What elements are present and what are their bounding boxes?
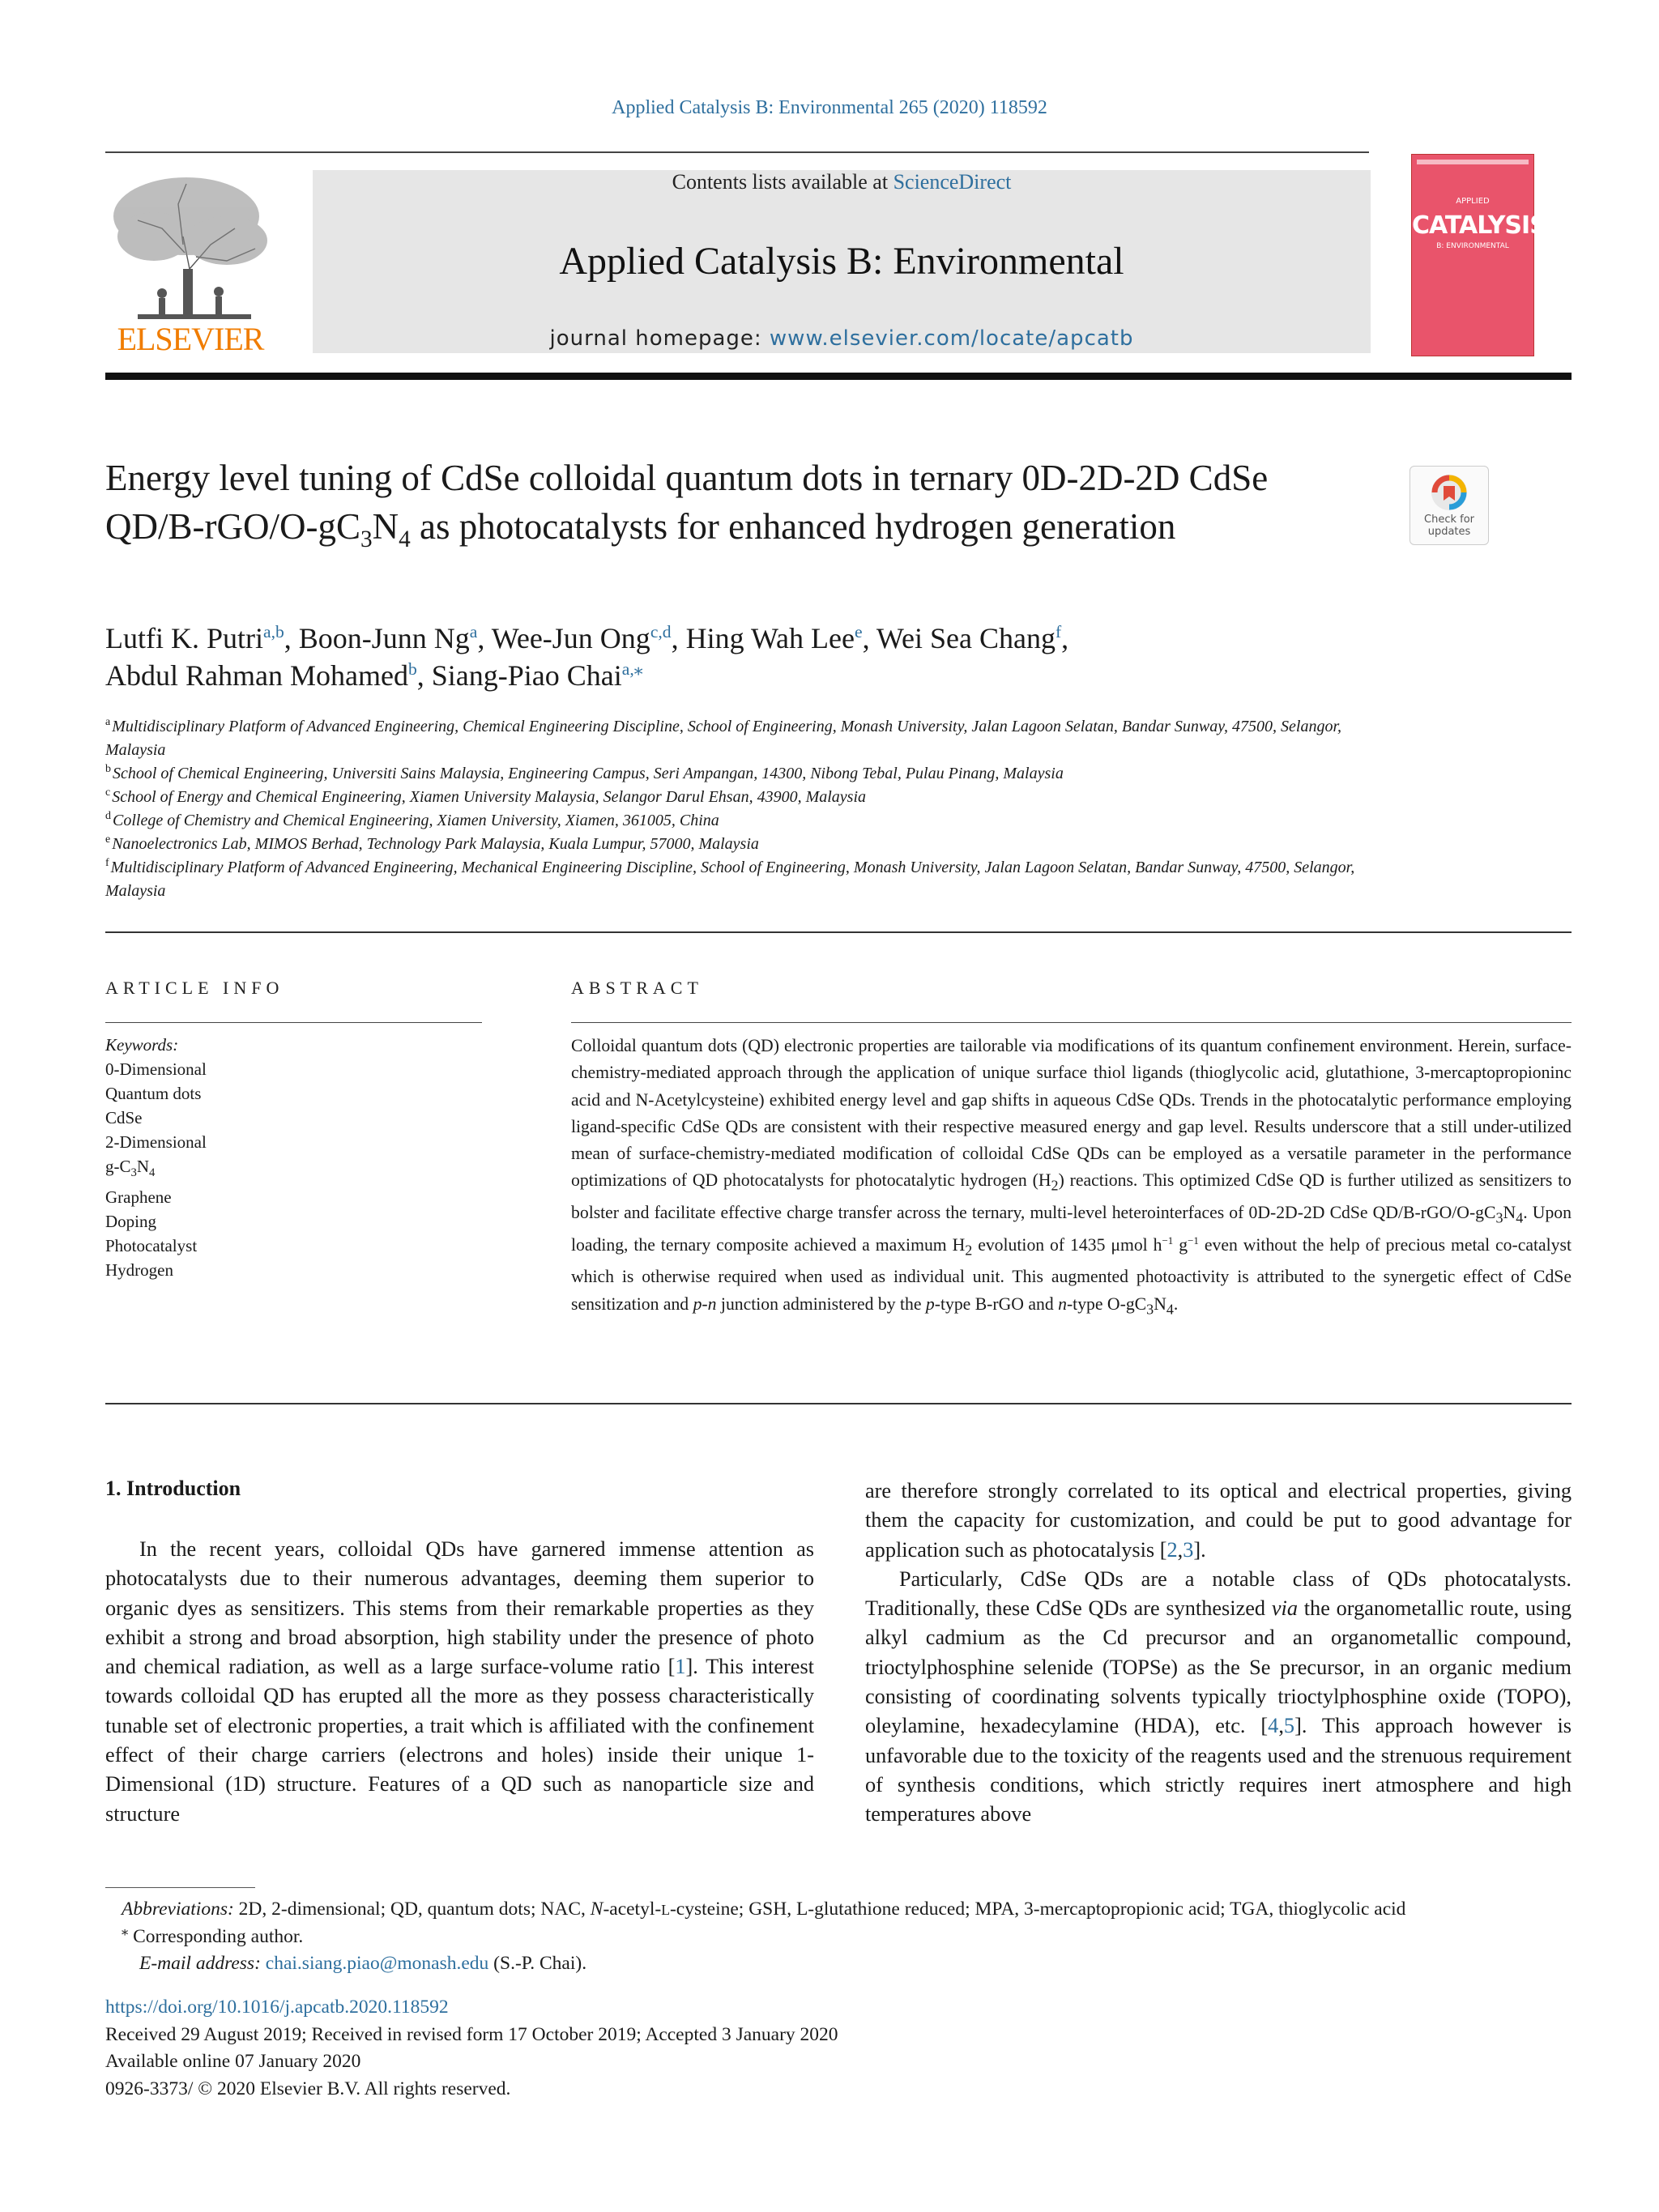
author-affiliation-mark[interactable]: a,⁎	[621, 659, 643, 679]
body-column-right	[865, 1477, 1572, 1830]
author-separator: ,	[416, 659, 432, 692]
section-divider	[105, 1403, 1572, 1404]
footnote-text: -cysteine; GSH, L-glutathione reduced; MPA, 3-mercaptopropionic acid; TGA, thioglycolic acid	[669, 1899, 1406, 1920]
abstract-segment: ) reactions. This optimized CdSe QD is further utilized as sensitizers to bolster and facilitate effective charge transfer across the ternary, multi-level heterointerfaces of 0D-2D-2D CdSe QD/B-rGO/O-gC	[571, 1170, 1572, 1223]
affiliation-item	[105, 786, 1369, 809]
reference-link[interactable]: 4	[1268, 1714, 1279, 1738]
author-separator: ,	[477, 622, 492, 654]
body-column-left	[105, 1535, 814, 1829]
title-text: as photocatalysts for enhanced hydrogen generation	[410, 506, 1176, 547]
affiliation-text: School of Energy and Chemical Engineering, Xiamen University Malaysia, Selangor Darul Ehsan, 43900, Malaysia	[112, 788, 867, 806]
homepage-link[interactable]: www.elsevier.com/locate/apcatb	[769, 326, 1134, 351]
homepage-prefix: journal homepage:	[549, 326, 770, 351]
title-text: N	[372, 506, 399, 547]
author-affiliation-mark[interactable]: f	[1055, 622, 1062, 641]
abstract-segment: -type O-gC	[1066, 1294, 1147, 1314]
reference-link[interactable]: 5	[1283, 1714, 1295, 1738]
publication-info	[105, 1994, 1320, 2103]
author-name[interactable]: Wei Sea Chang	[876, 622, 1056, 654]
author-affiliation-mark[interactable]: c,d	[650, 622, 672, 641]
abstract-subscript: 2	[965, 1242, 973, 1259]
header-divider	[105, 151, 1369, 153]
affiliation-mark: f	[105, 857, 109, 870]
affiliation-text: Multidisciplinary Platform of Advanced Engineering, Mechanical Engineering Discipline, School of Engineering, Monash University, Jalan Lagoon Selatan, Bandar Sunway, 47500, Selangor, Malaysia	[105, 859, 1355, 900]
contents-line	[313, 170, 1371, 194]
abstract-italic: p-n	[693, 1294, 717, 1314]
author-name[interactable]: Abdul Rahman Mohamed	[105, 659, 408, 692]
abstract-text	[571, 1033, 1572, 1323]
journal-cover-thumbnail[interactable]	[1411, 154, 1546, 356]
author-separator: ,	[284, 622, 299, 654]
abstract-italic: p	[925, 1294, 935, 1314]
abstract-segment: -type B-rGO and	[934, 1294, 1059, 1314]
email-link[interactable]: chai.siang.piao@monash.edu	[265, 1953, 489, 1974]
author-separator: ,	[862, 622, 876, 654]
email-footnote	[122, 1950, 1572, 1977]
journal-banner	[313, 170, 1371, 353]
contents-prefix: Contents lists available at	[672, 170, 893, 194]
affiliation-item	[105, 762, 1369, 786]
keyword-item: Hydrogen	[105, 1260, 173, 1281]
article-info-rule	[105, 1022, 482, 1023]
abstract-segment: even without the help of precious metal co-catalyst which is otherwise required when used as individual unit. This augmented photoactivity is attributed to the synergetic effect of CdSe sensitization and	[571, 1234, 1572, 1314]
author-separator: ,	[1061, 622, 1069, 654]
tree-logo-icon	[105, 172, 275, 322]
check-updates-label: Check for updates	[1424, 514, 1474, 538]
journal-title: Applied Catalysis B: Environmental	[559, 240, 1124, 283]
footnote-text: 2D, 2-dimensional; QD, quantum dots; NAC,	[233, 1899, 591, 1920]
keywords-title: Keywords:	[105, 1035, 179, 1055]
affiliation-item	[105, 715, 1369, 762]
keyword-item: 0-Dimensional	[105, 1059, 207, 1079]
reference-separator: ,	[1278, 1714, 1284, 1738]
journal-citation[interactable]: Applied Catalysis B: Environmental 265 (2020) 118592	[612, 97, 1047, 118]
elsevier-logo[interactable]	[105, 172, 275, 358]
received-dates: Received 29 August 2019; Received in revised form 17 October 2019; Accepted 3 January 2020	[105, 2023, 838, 2045]
abstract-superscript: −1	[1188, 1234, 1199, 1247]
author-affiliation-mark[interactable]: a	[469, 622, 478, 641]
abstract-subscript: 3	[1146, 1300, 1154, 1317]
abbreviations-label: Abbreviations:	[122, 1899, 234, 1920]
abstract-segment: N	[1154, 1294, 1166, 1314]
affiliation-item	[105, 833, 1369, 856]
abstract-segment: .	[1173, 1294, 1179, 1314]
author-affiliation-mark[interactable]: e	[854, 622, 863, 641]
header-thick-rule	[105, 373, 1572, 380]
cover-top-strip	[1417, 160, 1529, 164]
author-name[interactable]: Hing Wah Lee	[685, 622, 855, 654]
keyword-item: Doping	[105, 1212, 156, 1232]
body-paragraph	[865, 1565, 1572, 1830]
abstract-superscript: −1	[1162, 1234, 1174, 1247]
abstract-subscript: 2	[1051, 1177, 1059, 1194]
reference-separator: ,	[1177, 1537, 1183, 1562]
author-name[interactable]: Siang-Piao Chai	[431, 659, 622, 692]
keyword-item	[105, 1154, 462, 1185]
paragraph-italic: via	[1271, 1596, 1298, 1621]
reference-link[interactable]: 1	[675, 1655, 686, 1679]
affiliation-mark: d	[105, 810, 111, 823]
abstract-segment: junction administered by the	[716, 1294, 926, 1314]
paragraph-text: the organometallic route, using alkyl cadmium as the Cd precursor and an organometallic compound, trioctylphosphine selenide (TOPSe) as the Se precursor, in an organic medium consisting of coordinating solvents typically trioctylphosphine oxide (TOPO), oleylamine, hexadecylamine (HDA), etc. [	[865, 1596, 1572, 1738]
email-label: E-mail address:	[139, 1953, 261, 1974]
abstract-segment: g	[1173, 1234, 1188, 1255]
cover-subtitle: B: ENVIRONMENTAL	[1436, 242, 1509, 250]
abstract-segment: evolution of 1435 μmol h	[972, 1234, 1162, 1255]
abbreviations-footnote	[122, 1896, 1572, 1924]
affiliation-text: College of Chemistry and Chemical Engineering, Xiamen University, Xiamen, 361005, China	[113, 812, 719, 829]
footnotes	[122, 1896, 1572, 1977]
check-for-updates-button[interactable]	[1410, 466, 1489, 545]
body-paragraph	[105, 1535, 814, 1829]
footnote-smallcaps: L	[661, 1902, 670, 1918]
article-title	[105, 454, 1369, 564]
elsevier-wordmark: ELSEVIER	[117, 321, 264, 357]
keyword-item: Quantum dots	[105, 1084, 202, 1103]
abstract-segment: . Upon loading, the ternary composite achieved a maximum H	[571, 1203, 1572, 1255]
affiliation-mark: e	[105, 833, 111, 846]
copyright-line: 0926-3373/ © 2020 Elsevier B.V. All rights reserved.	[105, 2078, 511, 2099]
corresponding-author-footnote	[122, 1924, 1572, 1950]
paragraph-text: ].	[1193, 1537, 1206, 1562]
paragraph-text: In the recent years, colloidal QDs have garnered immense attention as photocatalysts due to their numerous advantages, deeming them superior to organic dyes as sensitizers. This stems from their remarkable properties as they exhibit a strong and broad absorption, high stability under the presence of photo and chemical radiation, as well as a large surface-volume ratio [	[105, 1537, 814, 1679]
title-subscript: 3	[360, 526, 373, 552]
affiliation-mark: c	[105, 786, 111, 799]
doi-link[interactable]: https://doi.org/10.1016/j.apcatb.2020.118592	[105, 1997, 449, 2018]
footnote-text: -acetyl-	[603, 1899, 662, 1920]
paragraph-text: Particularly, CdSe QDs are a notable class of QDs photocatalysts. Traditionally, these CdSe QDs are synthesized	[865, 1566, 1572, 1621]
paragraph-text: ]. This approach however is unfavorable due to the toxicity of the reagents used and the strenuous requirement of synthesis conditions, which strictly requires inert atmosphere and high temperatures above	[865, 1714, 1572, 1826]
footnote-italic: N	[590, 1899, 603, 1920]
keyword-item: CdSe	[105, 1108, 143, 1127]
cover-wordmark: CATALYSIS	[1412, 211, 1546, 240]
title-subscript: 4	[399, 526, 411, 552]
reference-link[interactable]: 2	[1166, 1537, 1178, 1562]
keyword-list	[105, 1033, 462, 1282]
affiliation-item	[105, 856, 1369, 903]
cover-small-label: APPLIED	[1456, 197, 1490, 206]
footnote-text: Corresponding author.	[128, 1926, 304, 1947]
keyword-item: Photocatalyst	[105, 1236, 198, 1256]
homepage-line	[313, 326, 1371, 351]
corresponding-mark: ⁎	[122, 1923, 129, 1939]
author-name[interactable]: Wee-Jun Ong	[491, 622, 650, 654]
affiliation-mark: b	[105, 763, 111, 776]
author-list	[105, 620, 1531, 694]
sciencedirect-link[interactable]: ScienceDirect	[893, 170, 1012, 194]
section-divider	[105, 931, 1572, 933]
affiliation-mark: a	[105, 716, 111, 729]
keyword-gcn-text: $g-C_3N_4$	[105, 1157, 156, 1180]
check-updates-icon	[1410, 467, 1488, 515]
affiliation-text: Multidisciplinary Platform of Advanced Engineering, Chemical Engineering Discipline, School of Engineering, Monash University, Jalan Lagoon Selatan, Bandar Sunway, 47500, Selangor, Malaysia	[105, 718, 1342, 759]
body-paragraph	[865, 1477, 1572, 1565]
section-heading-introduction: 1. Introduction	[105, 1477, 241, 1500]
keyword-item: Graphene	[105, 1187, 172, 1208]
abstract-subscript: 4	[1516, 1209, 1524, 1226]
available-online-date: Available online 07 January 2020	[105, 2051, 361, 2072]
article-info-label: ARTICLE INFO	[105, 978, 284, 998]
paragraph-text: are therefore strongly correlated to its optical and electrical properties, giving them the capacity for customization, and could be put to good advantage for application such as photocatalysis [	[865, 1479, 1572, 1562]
abstract-segment: Colloidal quantum dots (QD) electronic properties are tailorable via modifications of its quantum confinement environment. Herein, surface-chemistry-mediated approach through the application of unique surface thiol ligands (thioglycolic acid, glutathione, 3-mercaptopropioninc acid and N-Acetylcysteine) exhibited energy level and gap shifts in aqueous CdSe QDs. Trends in the photocatalytic performance employing ligand-specific CdSe QDs are consistent with their respective measured energy and gap level. Results underscore that a still under-utilized mean of surface-chemistry-mediated modification of colloidal CdSe QDs can be employed as a versatile parameter in the performance optimizations of QD photocatalysts for photocatalytic hydrogen (H	[571, 1036, 1572, 1191]
abstract-segment: N	[1503, 1203, 1516, 1223]
author-affiliation-mark[interactable]: b	[407, 659, 417, 679]
affiliation-item	[105, 809, 1369, 833]
footnote-text: (S.-P. Chai).	[488, 1953, 587, 1974]
affiliation-text: School of Chemical Engineering, Universiti Sains Malaysia, Engineering Campus, Seri Ampangan, 14300, Nibong Tebal, Pulau Pinang, Malaysia	[113, 765, 1064, 782]
footnote-rule	[105, 1887, 255, 1888]
author-separator: ,	[671, 622, 686, 654]
paragraph-text: ]. This interest towards colloidal QD has erupted all the more as they possess characteristically tunable set of electronic properties, a trait which is affiliated with the confinement effect of their charge carriers (electrons and holes) inside their unique 1-Dimensional (1D) structure. Features of a QD such as nanoparticle size and structure	[105, 1655, 814, 1826]
affiliation-text: Nanoelectronics Lab, MIMOS Berhad, Technology Park Malaysia, Kuala Lumpur, 57000, Malaysia	[112, 835, 759, 853]
abstract-subscript: 3	[1495, 1209, 1503, 1226]
affiliation-list	[105, 715, 1369, 903]
title-text: Energy level tuning of CdSe colloidal quantum dots in ternary 0D-2D-2D CdSe QD/B-rGO/O-gC	[105, 458, 1269, 547]
abstract-italic: n	[1058, 1294, 1067, 1314]
abstract-label: ABSTRACT	[571, 978, 703, 998]
reference-link[interactable]: 3	[1183, 1537, 1194, 1562]
keyword-item: 2-Dimensional	[105, 1132, 207, 1152]
author-name[interactable]: Lutfi K. Putri	[105, 622, 263, 654]
author-name[interactable]: Boon-Junn Ng	[298, 622, 470, 654]
abstract-subscript: 4	[1166, 1300, 1174, 1317]
author-affiliation-mark[interactable]: a,b	[263, 622, 284, 641]
abstract-rule	[571, 1022, 1572, 1023]
